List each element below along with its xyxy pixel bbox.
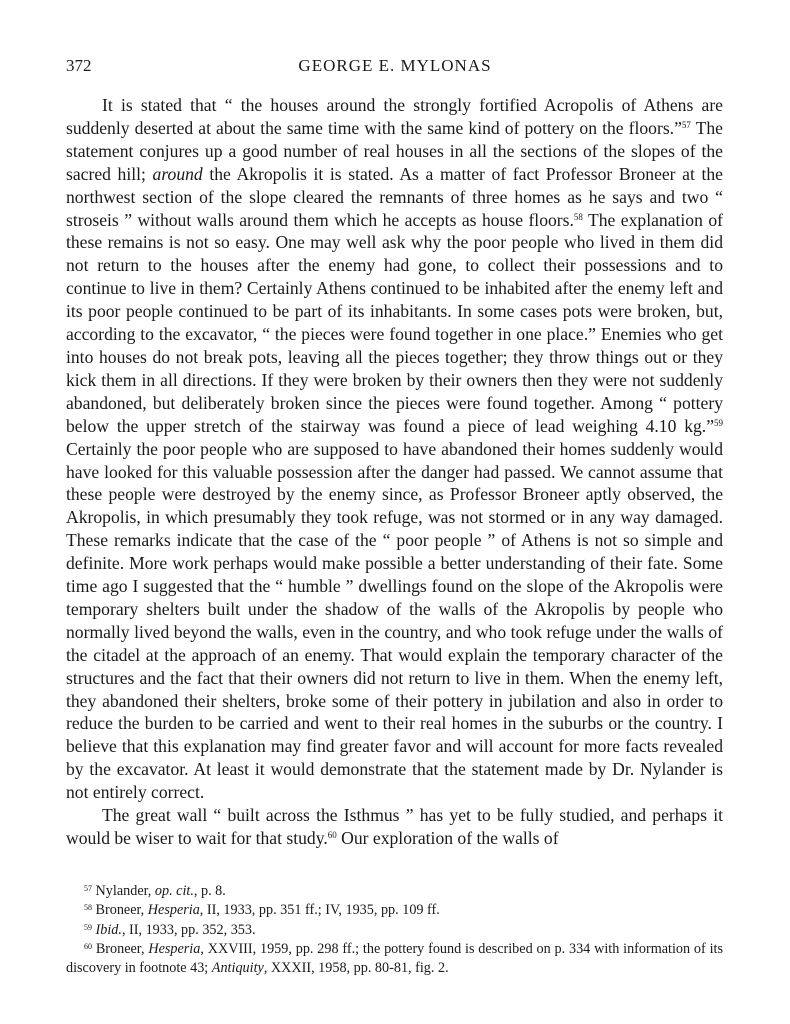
footnote-ref-60: 60 [327,830,337,840]
footnote-ref-59: 59 [714,417,723,428]
footnote-60 [66,940,723,979]
footnote-number: 60 [84,941,92,951]
italic-text: Ibid. [95,921,122,938]
text-run: , p. 8. [193,883,226,899]
text-run: Nylander, [92,883,155,899]
footnote-number: 59 [84,922,92,932]
text-run: The statement conjures up a good number of real houses in all the sections of the slopes of the sacred hill; [66,117,723,184]
page-header [66,56,724,80]
footnotes [66,882,723,978]
text-run: It is stated that “ the houses around the strongly fortified Acropolis of Athens are suddenly deserted at about the same time with the same kind of pottery on the floors.” [66,95,723,138]
text-run: the Akropolis it is stated. As a matter of fact Professor Broneer at the northwest section of the slope cleared the remnants of three homes as he says and two “ stroseis ” without walls around them which he accepts as house floors. [66,163,723,230]
running-head: GEORGE E. MYLONAS [298,56,492,75]
text-run: , XXXII, 1958, pp. 80-81, fig. 2. [263,960,449,977]
text-run: Our exploration of the walls of [336,828,559,848]
footnote-number: 58 [84,903,92,913]
text-run: Broneer, [92,940,149,957]
text-run: Certainly the poor people who are supposed to have abandoned their homes suddenly would have looked for this valuable possession after the danger had passed. We cannot assume that these people were destroyed by the enemy since, as Professor Broneer aptly observed, the Akropolis, in which presumably they took refuge, was not stormed or in any way damaged. These remarks indicate that the case of the “ poor people ” of Athens is not so simple and definite. More work perhaps would make possible a better understanding of their fate. Some time ago I suggested that the “ humble ” dwellings found on the slope of the Akropolis were temporary shelters built under the shadow of the walls of the Akropolis by people who normally lived beyond the walls, even in the country, and who took refuge under the walls of the citadel at the approach of an enemy. That would explain the temporary character of the structures and the fact that their owners did not return to live in them. When the enemy left, they abandoned their shelters, broke some of their pottery in jubilation and also in order to reduce the burden to be carried and went to their real homes in the suburbs or the country. I believe that this explanation may find greater favor and will account for more facts revealed by the excavator. At least it would demonstrate that the statement made by Dr. Nylander is not entirely correct. [66,438,723,803]
italic-text: Hesperia [147,902,200,919]
footnote-59 [66,921,723,940]
text-run: Broneer, [92,902,148,919]
text-run: , II, 1933, pp. 352, 353. [121,921,256,938]
italic-text: op. cit. [154,883,194,899]
text-run: , II, 1933, pp. 351 ff.; IV, 1935, pp. 109 ff. [199,902,440,919]
footnote-57 [66,882,723,901]
italic-around: around [152,163,203,184]
paragraph-2 [66,804,723,850]
text-run: The explanation of these remains is not so easy. One may well ask why the poor people who lived in them did not return to the houses after the enemy had gone, to collect their possessions and to continue to live in them? Certainly Athens continued to be inhabited after the enemy left and its poor people continued to be part of its inhabitants. In some cases pots were broken, but, according to the excavator, “ the pieces were found together in one place.” Enemies who get into houses do not break pots, leaving all the pieces together; they throw things out or they kick them in all directions. If they were broken by their owners then they were not suddenly abandoned, but deliberately broken since the pieces were found together. Among “ pottery below the upper stretch of the stairway was found a piece of lead weighing 4.10 kg.” [66,209,723,436]
paragraph-1 [66,94,723,804]
text-run: , XXVIII, 1959, pp. 298 ff.; the pottery found is described on p. 334 with information of its discovery in footnote 43; [66,940,723,977]
footnote-58 [66,901,723,920]
body-text [66,94,723,850]
footnote-ref-57: 57 [681,119,691,130]
page-number: 372 [66,56,92,75]
text-run: The great wall “ built across the Isthmus ” has yet to be fully studied, and perhaps it would be wiser to wait for that study. [66,805,723,848]
italic-text: Antiquity [211,960,264,977]
footnote-ref-58: 58 [573,211,583,222]
italic-text: Hesperia [148,940,201,957]
footnote-number: 57 [84,884,92,893]
